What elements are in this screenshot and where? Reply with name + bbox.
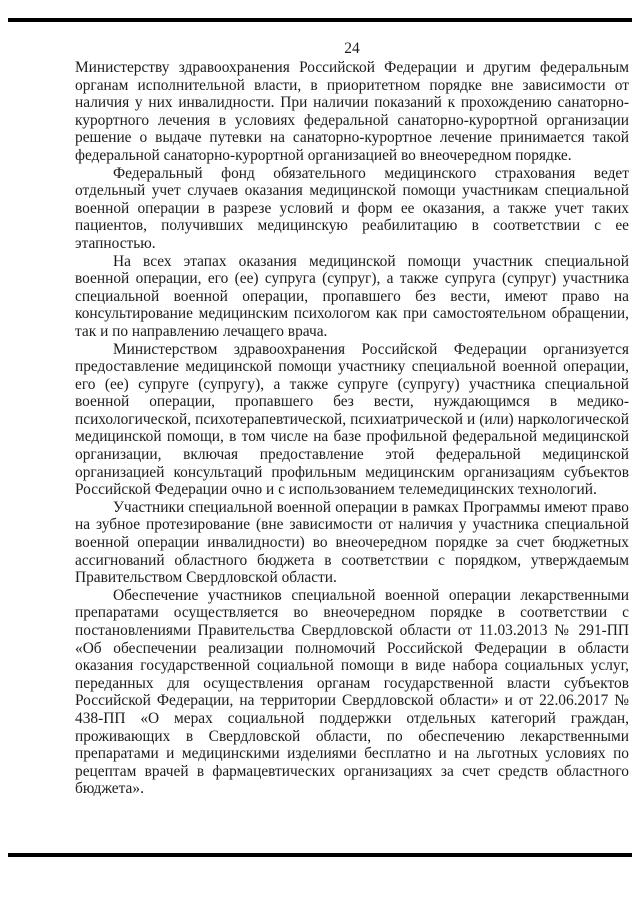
paragraph: На всех этапах оказания медицинской помощи участник специальной военной операции, его (ее) супруга (супруг), а также супруга (супруг) участника специальной военной операции, пропавшего без вести, имеют право на консультирование медицинским психологом как при самостоятельном обращении, так и по направлению лечащего врача. <box>75 252 629 340</box>
page-separator-top <box>8 18 632 22</box>
paragraph: Участники специальной военной операции в рамках Программы имеют право на зубное протезирование (вне зависимости от наличия у участника специальной военной операции инвалидности) во внеочередном порядке за счет бюджетных ассигнований областного бюджета в соответствии с порядком, утверждаемым Правительством Свердловской области. <box>75 498 629 587</box>
page-number: 24 <box>344 40 360 57</box>
paragraph: Министерству здравоохранения Российской Федерации и другим федеральным органам исполнительной власти, в приоритетном порядке вне зависимости от наличия у них инвалидности. При наличии показаний к прохождению санаторно-курортного лечения в условиях федеральной санаторно-курортной организации решение о выдаче путевки на санаторно-курортное лечение принимается такой федеральной санаторно-курортной организацией во внеочередном порядке. <box>75 59 629 164</box>
document-text-block <box>75 59 629 798</box>
page-separator-bottom <box>8 853 632 857</box>
paragraph: Министерством здравоохранения Российской Федерации организуется предоставление медицинской помощи участнику специальной военной операции, его (ее) супруге (супругу), а также супруге (супругу) участника специальной военной операции, пропавшего без вести, нуждающимся в медико-психологической, психотерапевтической, психиатрической и (или) наркологической медицинской помощи, в том числе на базе профильной федеральной медицинской организации, включая предоставление этой федеральной медицинской организацией консультаций профильным медицинским организациям субъектов Российской Федерации очно и с использованием телемедицинских технологий. <box>75 340 629 499</box>
paragraph: Обеспечение участников специальной военной операции лекарственными препаратами осуществляется во внеочередном порядке в соответствии с постановлениями Правительства Свердловской области от 11.03.2013 № 291-ПП «Об обеспечении реализации полномочий Российской Федерации в области оказания государственной социальной помощи в виде набора социальных услуг, переданных для осуществления органам государственной власти субъектов Российской Федерации, на территории Свердловской области» и от 22.06.2017 № 438-ПП «О мерах социальной поддержки отдельных категорий граждан, проживающих в Свердловской области, по обеспечению лекарственными препаратами и медицинскими изделиями бесплатно и на льготных условиях по рецептам врачей в фармацевтических организациях за счет средств областного бюджета». <box>75 586 629 798</box>
paragraph: Федеральный фонд обязательного медицинского страхования ведет отдельный учет случаев оказания медицинской помощи участникам специальной военной операции в разрезе условий и форм ее оказания, а также учет таких пациентов, получивших медицинскую реабилитацию в соответствии с ее этапностью. <box>75 164 629 252</box>
